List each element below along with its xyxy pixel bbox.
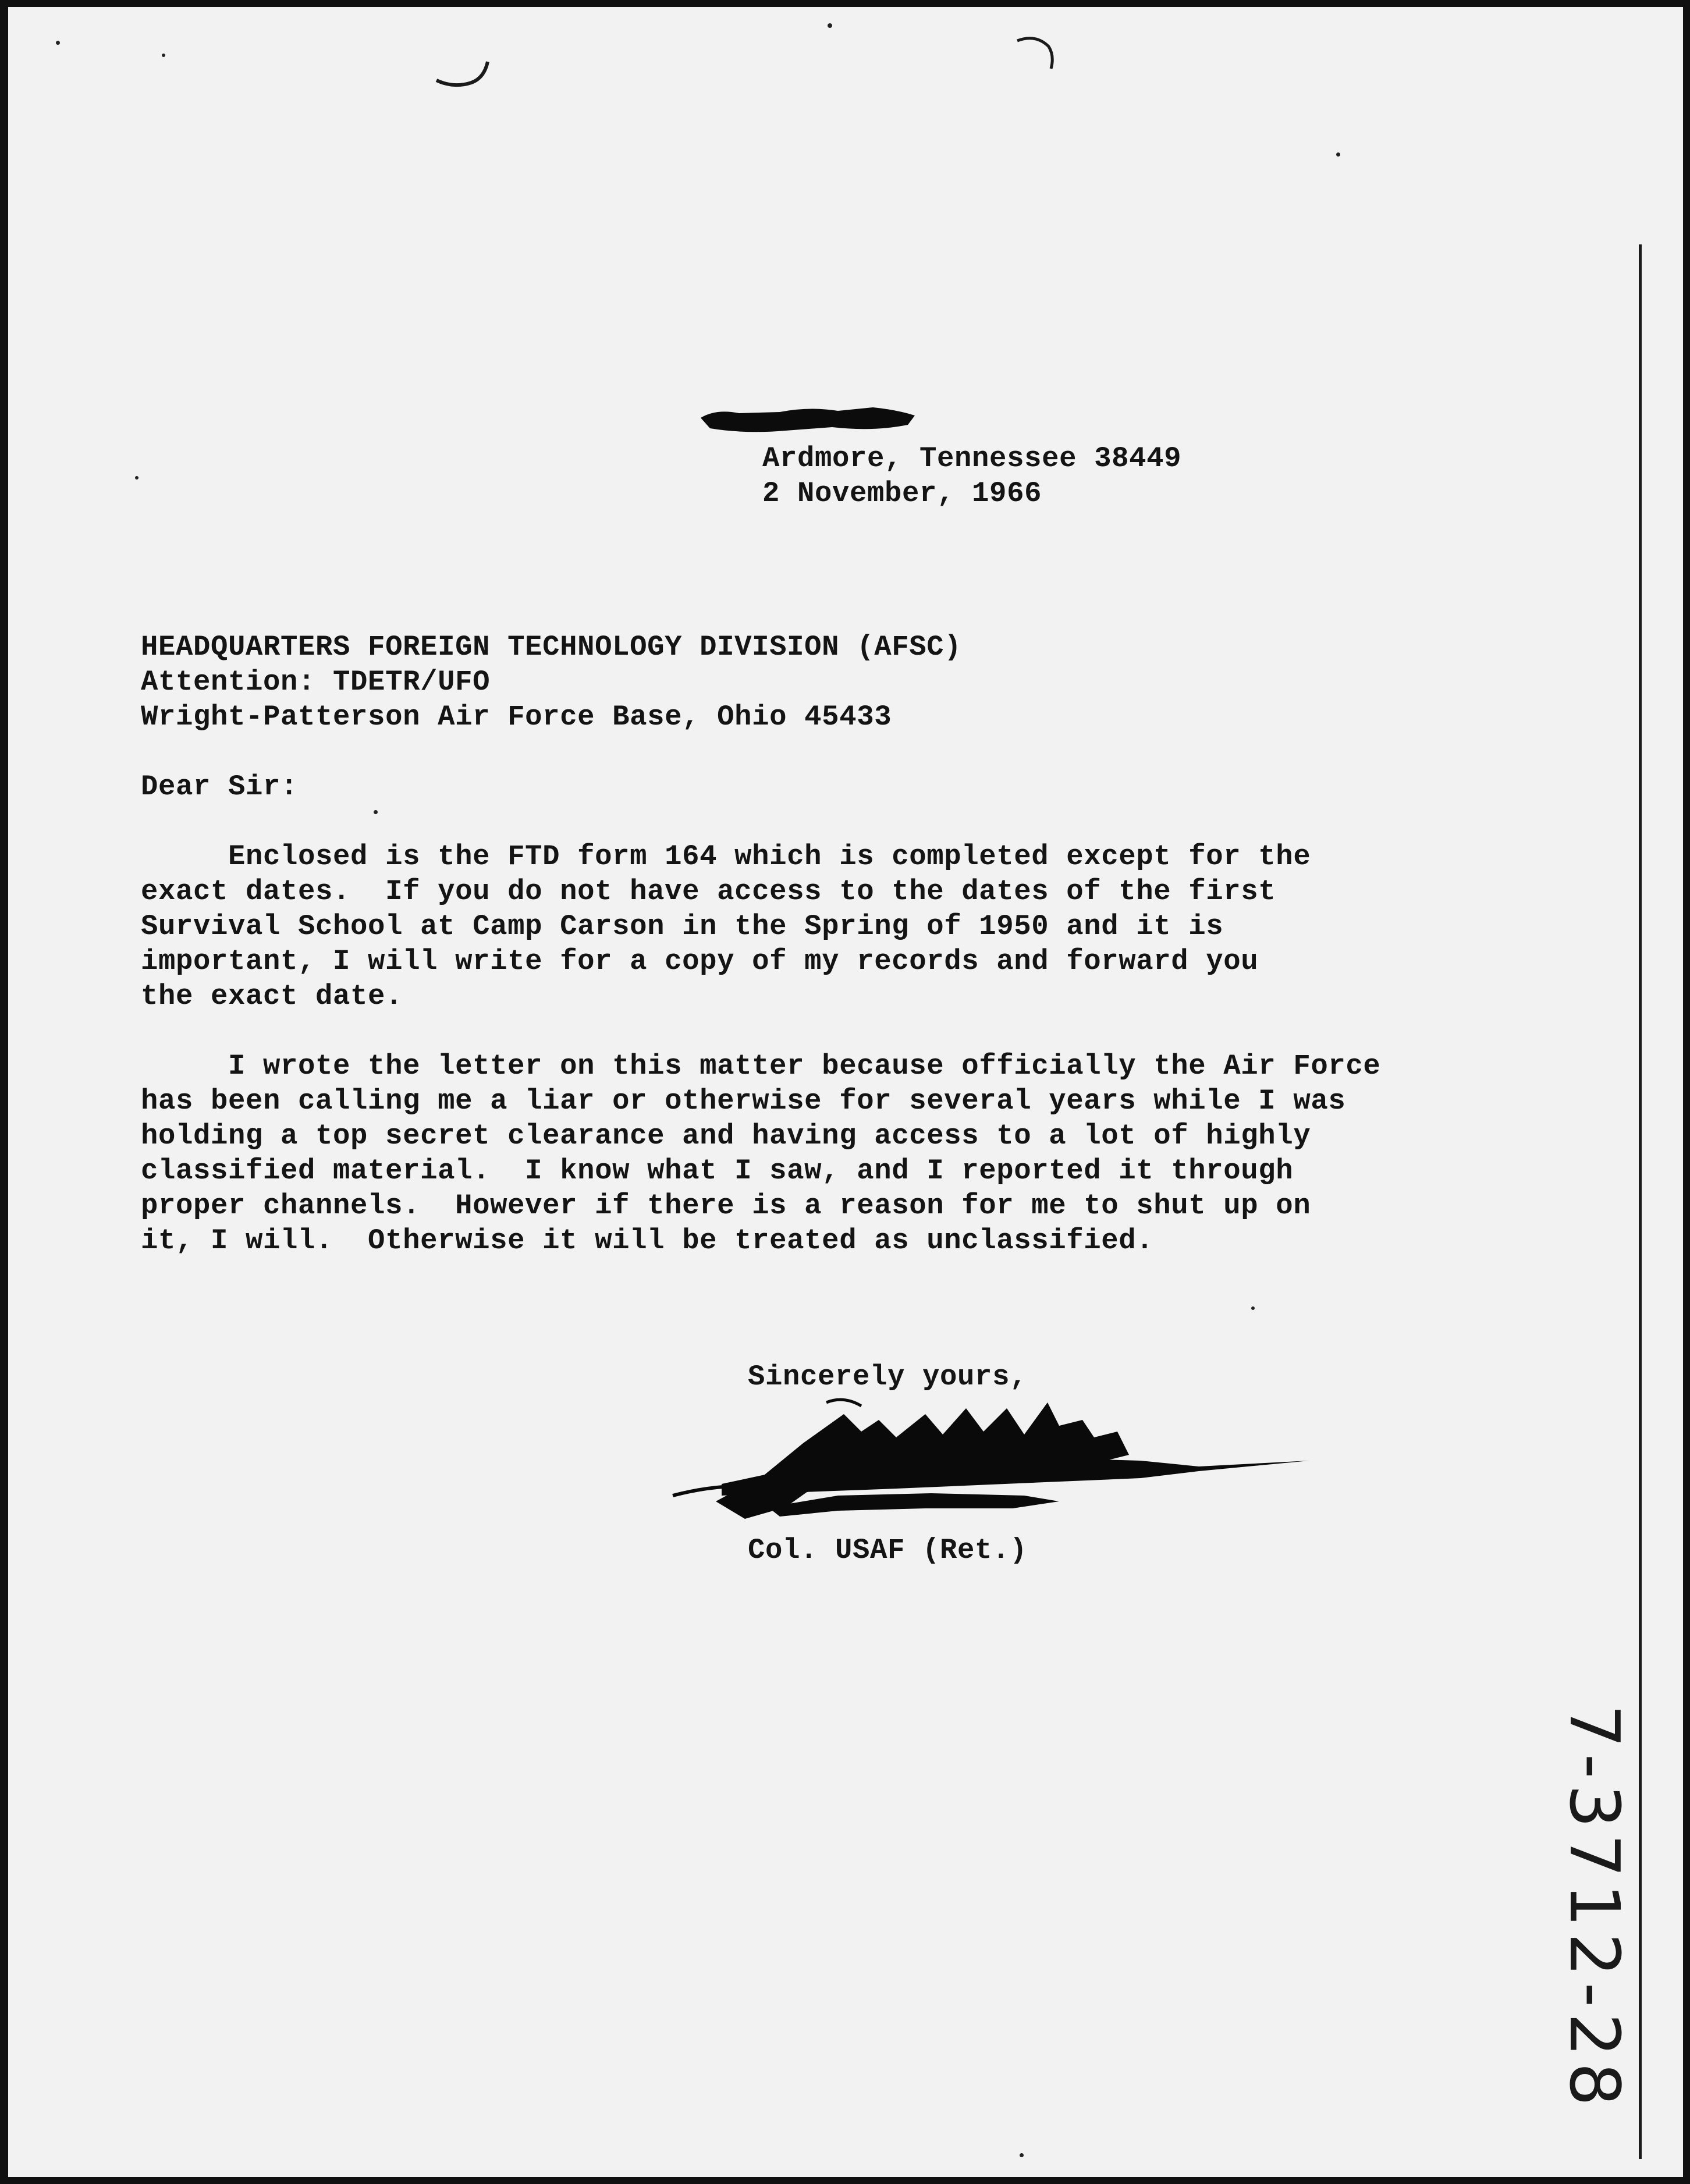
signer-title: Col. USAF (Ret.) xyxy=(748,1534,1028,1567)
recipient-line-3: Wright-Patterson Air Force Base, Ohio 45433 xyxy=(141,701,892,733)
body-paragraph-1-line: important, I will write for a copy of my records and forward you xyxy=(141,945,1259,978)
body-paragraph-1-line: the exact date. xyxy=(141,980,403,1013)
valediction: Sincerely yours, xyxy=(748,1361,1028,1393)
body-paragraph-2-line: classified material. I know what I saw, and I reported it through xyxy=(141,1155,1294,1187)
document-number xyxy=(1548,1641,1641,2142)
body-paragraph-2-line: has been calling me a liar or otherwise for several years while I was xyxy=(141,1085,1346,1117)
body-paragraph-2-line: it, I will. Otherwise it will be treated as unclassified. xyxy=(141,1224,1154,1257)
scan-speck xyxy=(1020,2153,1024,2157)
body-paragraph-2-line: I wrote the letter on this matter because officially the Air Force xyxy=(141,1050,1381,1082)
salutation: Dear Sir: xyxy=(141,770,299,803)
scan-speck xyxy=(1336,152,1340,157)
scan-speck xyxy=(374,810,378,814)
recipient-line-2: Attention: TDETR/UFO xyxy=(141,666,491,698)
scan-speck xyxy=(828,23,832,28)
document-number-text: 7-3712-28 xyxy=(1554,1704,1635,2112)
sender-city-line: Ardmore, Tennessee 38449 xyxy=(762,442,1182,475)
scan-border-bottom xyxy=(0,2177,1690,2184)
body-paragraph-1-line: exact dates. If you do not have access to the dates of the first xyxy=(141,875,1276,908)
recipient-line-1: HEADQUARTERS FOREIGN TECHNOLOGY DIVISION (AFSC) xyxy=(141,631,962,663)
scan-speck xyxy=(1251,1306,1255,1310)
scan-speck xyxy=(135,476,139,480)
scan-border-top xyxy=(0,0,1690,7)
scan-mark xyxy=(1013,23,1065,76)
scan-border-left xyxy=(0,0,8,2184)
scan-speck xyxy=(162,54,165,57)
scan-speck xyxy=(56,41,60,45)
redacted-street-address xyxy=(698,402,919,442)
scan-mark xyxy=(431,52,495,93)
body-paragraph-1-line: Survival School at Camp Carson in the Spring of 1950 and it is xyxy=(141,910,1224,943)
redacted-signature xyxy=(652,1379,1321,1548)
body-paragraph-2-line: holding a top secret clearance and having access to a lot of highly xyxy=(141,1120,1311,1152)
body-paragraph-2-line: proper channels. However if there is a reason for me to shut up on xyxy=(141,1189,1311,1222)
letter-date: 2 November, 1966 xyxy=(762,477,1042,510)
scan-border-right xyxy=(1683,0,1690,2184)
body-paragraph-1-line: Enclosed is the FTD form 164 which is completed except for the xyxy=(141,840,1311,873)
